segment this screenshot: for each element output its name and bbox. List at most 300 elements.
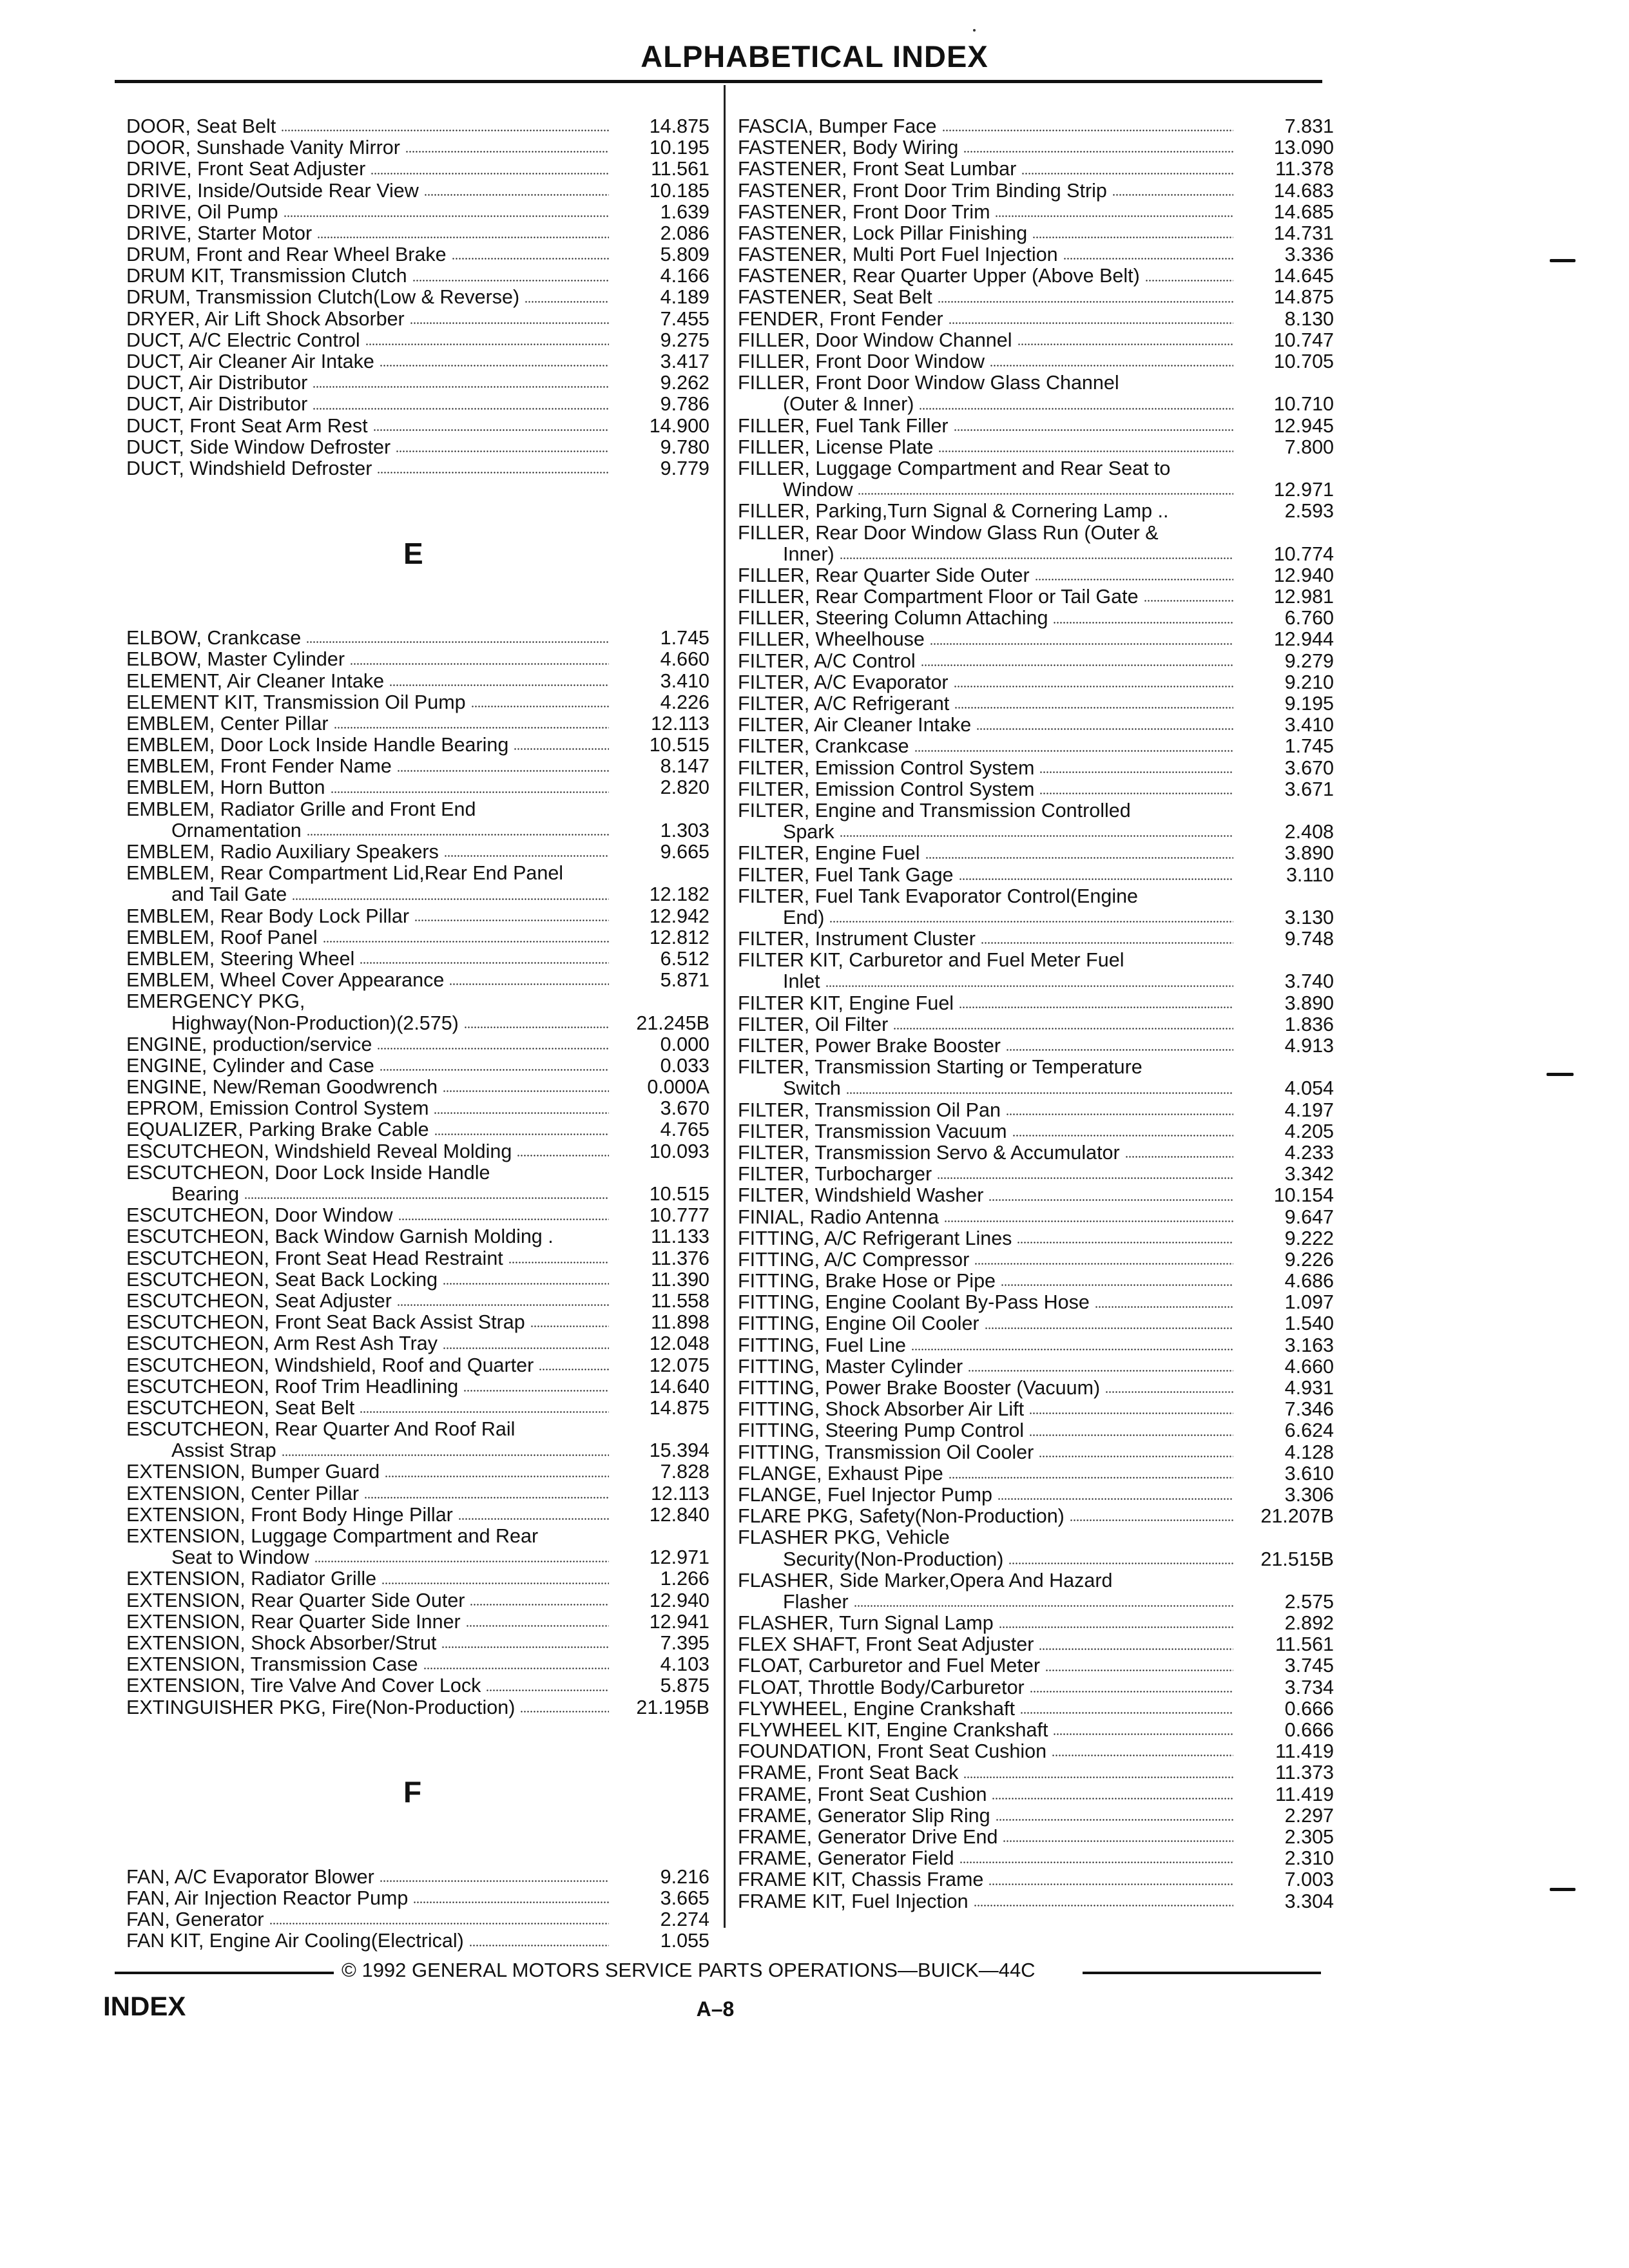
index-entry <box>738 1762 1334 1783</box>
dot-leader <box>1173 515 1233 517</box>
index-entry <box>126 416 709 437</box>
dot-leader <box>1017 1242 1233 1244</box>
entry-page-number: 11.558 <box>650 1289 709 1312</box>
dot-leader <box>992 1798 1233 1800</box>
index-entry <box>126 927 709 948</box>
scan-speck <box>973 29 976 32</box>
dot-leader <box>331 791 609 793</box>
index-entry <box>126 351 709 372</box>
dot-leader <box>988 1199 1233 1201</box>
index-entry <box>738 1634 1334 1655</box>
index-entry <box>738 672 1334 693</box>
entry-page-number: 2.575 <box>1284 1590 1334 1613</box>
dot-leader <box>397 1304 609 1306</box>
index-entry <box>126 1654 709 1675</box>
dot-leader <box>959 878 1233 880</box>
entry-label: EXTENSION, Tire Valve And Cover Lock <box>126 1675 481 1697</box>
dot-leader <box>405 151 609 153</box>
dot-leader <box>397 770 609 772</box>
index-entry <box>738 1314 1334 1335</box>
dot-leader <box>380 1069 609 1071</box>
entry-label: FAN KIT, Engine Air Cooling(Electrical) <box>126 1930 464 1952</box>
dot-leader <box>1045 1669 1233 1671</box>
index-entry <box>126 906 709 927</box>
index-entry <box>738 1121 1334 1142</box>
footer-rule-right <box>1083 1972 1321 1974</box>
dot-leader <box>1039 1456 1233 1457</box>
index-entry-heading <box>738 800 1334 822</box>
entry-label: FLEX SHAFT, Front Seat Adjuster <box>738 1634 1034 1656</box>
dot-leader <box>458 1518 609 1520</box>
dot-leader <box>1008 1562 1233 1564</box>
entry-label: DOOR, Seat Belt <box>126 115 276 137</box>
index-entry <box>738 416 1334 437</box>
index-entry <box>738 1784 1334 1805</box>
dot-leader <box>292 898 609 900</box>
index-entry <box>126 1055 709 1077</box>
entry-page-number: 4.233 <box>1284 1141 1334 1164</box>
index-entry <box>126 756 709 777</box>
dot-leader <box>434 1112 609 1114</box>
index-entry <box>738 116 1334 137</box>
entry-page-number: 9.279 <box>1284 649 1334 672</box>
entry-label: FILLER, Wheelhouse <box>738 629 925 651</box>
entry-page-number: 3.665 <box>660 1887 709 1909</box>
entry-page-number: 10.185 <box>649 179 709 202</box>
index-entry-heading <box>126 799 709 820</box>
entry-label: EXTINGUISHER PKG, Fire(Non-Production) <box>126 1696 516 1718</box>
entry-label: FILTER, Fuel Tank Evaporator Control(Engine <box>738 885 1139 907</box>
entry-page-number: 9.780 <box>660 436 709 458</box>
index-entry-heading <box>738 950 1334 971</box>
entry-page-number: 1.836 <box>1284 1013 1334 1035</box>
index-entry <box>738 651 1334 672</box>
dot-leader <box>925 857 1233 859</box>
index-entry <box>738 1142 1334 1164</box>
dot-leader <box>396 450 609 452</box>
entry-label: EMBLEM, Center Pillar <box>126 713 329 735</box>
index-entry <box>738 586 1334 608</box>
entry-label: ESCUTCHEON, Arm Rest Ash Tray <box>126 1333 438 1355</box>
entry-label: FASTENER, Seat Belt <box>738 287 932 309</box>
entry-page-number: 7.828 <box>660 1461 709 1483</box>
entry-page-number: 8.147 <box>660 755 709 778</box>
entry-page-number: 11.561 <box>650 158 709 180</box>
entry-page-number: 0.000 <box>660 1033 709 1055</box>
index-entry <box>738 1613 1334 1634</box>
dot-leader <box>988 1883 1233 1885</box>
entry-page-number: 4.686 <box>1284 1270 1334 1293</box>
dot-leader <box>317 236 609 238</box>
entry-label: EXTENSION, Transmission Case <box>126 1654 418 1676</box>
index-entry <box>126 1483 709 1504</box>
entry-label: DRIVE, Starter Motor <box>126 222 313 244</box>
entry-label: FRAME, Generator Drive End <box>738 1826 998 1848</box>
entry-label: FOUNDATION, Front Seat Cushion <box>738 1741 1047 1763</box>
dot-leader <box>1053 622 1233 624</box>
entry-label: FILTER, Engine and Transmission Controlled <box>738 800 1131 822</box>
entry-label: ESCUTCHEON, Door Window <box>126 1205 393 1227</box>
dot-leader <box>539 1369 609 1370</box>
entry-label: FLARE PKG, Safety(Non-Production) <box>738 1506 1065 1528</box>
dot-leader <box>1032 236 1233 238</box>
entry-page-number: 3.890 <box>1284 842 1334 865</box>
entry-page-number: 14.875 <box>1273 286 1334 309</box>
entry-page-number: 7.831 <box>1284 115 1334 137</box>
dot-leader <box>380 365 609 367</box>
entry-page-number: 12.182 <box>649 883 709 906</box>
index-entry <box>738 137 1334 159</box>
entry-page-number: 12.942 <box>649 905 709 927</box>
entry-page-number: 0.000A <box>647 1076 709 1099</box>
entry-page-number: 12.048 <box>649 1332 709 1355</box>
index-entry <box>126 1504 709 1526</box>
entry-label: DUCT, Windshield Defroster <box>126 457 372 479</box>
dot-leader <box>371 173 609 175</box>
index-entry <box>126 202 709 223</box>
entry-label: EXTENSION, Shock Absorber/Strut <box>126 1632 437 1654</box>
entry-page-number: 14.731 <box>1273 222 1334 244</box>
entry-page-number: 21.207B <box>1260 1505 1334 1528</box>
dot-leader <box>1095 1306 1233 1308</box>
index-entry <box>738 544 1334 565</box>
index-entry <box>738 1485 1334 1506</box>
dot-leader <box>269 1923 609 1925</box>
index-entry <box>738 1356 1334 1378</box>
entry-label: FAN, A/C Evaporator Blower <box>126 1866 374 1888</box>
entry-page-number: 9.665 <box>660 841 709 863</box>
dot-leader <box>364 1497 609 1499</box>
entry-label: FILTER KIT, Carburetor and Fuel Meter Fuel <box>738 950 1124 972</box>
entry-label: EMBLEM, Door Lock Inside Handle Bearing <box>126 735 509 756</box>
entry-label: EXTENSION, Front Body Hinge Pillar <box>126 1504 453 1526</box>
dot-leader <box>981 942 1233 944</box>
entry-page-number: 14.683 <box>1273 179 1334 202</box>
entry-label: ENGINE, production/service <box>126 1033 372 1055</box>
index-entry <box>738 1698 1334 1720</box>
entry-label: ESCUTCHEON, Door Lock Inside Handle <box>126 1162 490 1184</box>
dot-leader <box>514 748 609 750</box>
entry-page-number: 2.820 <box>660 776 709 799</box>
dot-leader <box>1105 1391 1233 1393</box>
entry-label: FLYWHEEL KIT, Engine Crankshaft <box>738 1720 1048 1742</box>
dot-leader <box>424 194 609 196</box>
entry-label: FRAME, Generator Slip Ring <box>738 1805 990 1827</box>
entry-label: FINIAL, Radio Antenna <box>738 1206 939 1228</box>
dot-leader <box>1125 1156 1233 1158</box>
entry-page-number: 6.624 <box>1284 1419 1334 1442</box>
entry-page-number: 11.378 <box>1275 158 1334 180</box>
index-entry <box>126 1141 709 1162</box>
entry-page-number: 4.166 <box>660 265 709 287</box>
dot-leader <box>938 301 1233 303</box>
entry-page-number: 9.216 <box>660 1865 709 1888</box>
dot-leader <box>464 1026 609 1028</box>
entry-label: FAN, Air Injection Reactor Pump <box>126 1887 409 1909</box>
entry-page-number: 2.086 <box>660 222 709 244</box>
entry-page-number: 10.515 <box>649 734 709 756</box>
dot-leader <box>381 1582 609 1584</box>
entry-page-number: 12.944 <box>1273 628 1334 651</box>
entry-label: DRIVE, Inside/Outside Rear View <box>126 180 419 202</box>
index-entry <box>738 1100 1334 1121</box>
dot-leader <box>412 280 609 282</box>
index-entry <box>126 735 709 756</box>
entry-page-number: 0.666 <box>1284 1697 1334 1720</box>
entry-page-number: 14.875 <box>649 1396 709 1419</box>
index-entry <box>126 1077 709 1098</box>
dot-leader <box>443 1090 609 1092</box>
entry-page-number: 6.512 <box>660 947 709 970</box>
entry-label: Inlet <box>783 971 820 993</box>
entry-page-number: 3.740 <box>1284 970 1334 993</box>
entry-label: FILTER, Oil Filter <box>738 1014 889 1035</box>
index-entry <box>738 736 1334 757</box>
entry-page-number: 14.875 <box>649 115 709 137</box>
index-entry <box>738 565 1334 586</box>
index-entry-heading <box>738 1057 1334 1078</box>
index-entry <box>126 778 709 799</box>
dot-leader <box>829 921 1233 923</box>
dot-leader <box>999 1626 1233 1628</box>
dot-leader <box>360 962 609 964</box>
entry-page-number: 3.410 <box>1284 714 1334 736</box>
entry-label: FASTENER, Rear Quarter Upper (Above Belt) <box>738 265 1140 287</box>
index-entry <box>738 1549 1334 1570</box>
dot-leader <box>954 707 1233 709</box>
index-entry <box>738 1869 1334 1890</box>
entry-label: DUCT, Front Seat Arm Rest <box>126 415 368 437</box>
entry-page-number: 12.075 <box>649 1354 709 1376</box>
dot-leader <box>1003 1840 1233 1842</box>
entry-label: DRUM, Transmission Clutch(Low & Reverse) <box>126 287 520 309</box>
entry-label: DUCT, Air Cleaner Air Intake <box>126 351 374 373</box>
dot-leader <box>919 408 1233 410</box>
entry-label: EXTENSION, Center Pillar <box>126 1483 360 1504</box>
index-entry <box>126 372 709 394</box>
entry-page-number: 4.660 <box>1284 1355 1334 1378</box>
entry-label: Flasher <box>783 1591 849 1613</box>
entry-label: FILTER KIT, Engine Fuel <box>738 992 954 1014</box>
dot-leader <box>1012 1135 1233 1137</box>
entry-page-number: 12.971 <box>649 1546 709 1569</box>
entry-page-number: 12.113 <box>650 712 709 735</box>
entry-page-number: 3.670 <box>1284 756 1334 779</box>
dot-leader <box>930 643 1233 645</box>
entry-label: FASTENER, Multi Port Fuel Injection <box>738 244 1058 266</box>
entry-label: DRIVE, Front Seat Adjuster <box>126 159 366 180</box>
dot-leader <box>486 1689 609 1691</box>
entry-label: FRAME, Front Seat Back <box>738 1762 959 1784</box>
entry-label: ELEMENT, Air Cleaner Intake <box>126 670 385 692</box>
entry-page-number: 11.133 <box>650 1225 709 1248</box>
entry-page-number: 7.395 <box>660 1631 709 1654</box>
entry-label: EXTENSION, Bumper Guard <box>126 1461 380 1483</box>
index-entry <box>126 137 709 159</box>
entry-label: ESCUTCHEON, Roof Trim Headlining <box>126 1376 459 1398</box>
index-entry-heading <box>738 372 1334 394</box>
entry-label: ESCUTCHEON, Rear Quarter And Roof Rail <box>126 1419 516 1441</box>
entry-label: FITTING, Steering Pump Control <box>738 1420 1025 1442</box>
index-entry <box>738 715 1334 736</box>
entry-page-number: 10.747 <box>1273 329 1334 351</box>
entry-label: EMBLEM, Rear Body Lock Pillar <box>126 905 410 927</box>
index-entry <box>126 116 709 137</box>
entry-page-number: 1.540 <box>1284 1312 1334 1335</box>
entry-label: FILTER, A/C Evaporator <box>738 671 949 693</box>
entry-label: FENDER, Front Fender <box>738 308 943 330</box>
dot-leader <box>858 493 1233 495</box>
dot-leader <box>1001 1284 1233 1286</box>
index-entry <box>738 1378 1334 1399</box>
dot-leader <box>974 1263 1233 1265</box>
entry-page-number: 14.900 <box>649 414 709 437</box>
entry-label: EMBLEM, Radiator Grille and Front End <box>126 798 476 820</box>
entry-label: Security(Non-Production) <box>783 1548 1004 1570</box>
entry-label: FILLER, Steering Column Attaching <box>738 608 1048 629</box>
entry-page-number: 8.130 <box>1284 307 1334 330</box>
dot-leader <box>998 1498 1233 1500</box>
entry-label: EXTENSION, Rear Quarter Side Inner <box>126 1611 461 1633</box>
dot-leader <box>314 1561 609 1562</box>
index-entry <box>738 351 1334 372</box>
entry-page-number: 9.222 <box>1284 1227 1334 1249</box>
index-entry <box>126 628 709 649</box>
dot-leader <box>938 450 1233 452</box>
entry-page-number: 5.875 <box>660 1675 709 1697</box>
index-entry <box>738 1420 1334 1441</box>
entry-page-number: 3.306 <box>1284 1483 1334 1506</box>
dot-leader <box>469 1945 609 1946</box>
index-entry <box>126 1398 709 1419</box>
entry-page-number: 4.189 <box>660 286 709 309</box>
footer-page-number: A–8 <box>696 1997 735 2021</box>
entry-page-number: 3.163 <box>1284 1334 1334 1356</box>
entry-label: EXTENSION, Radiator Grille <box>126 1568 377 1590</box>
entry-label: Highway(Non-Production)(2.575) <box>171 1012 459 1034</box>
footer-copyright: © 1992 GENERAL MOTORS SERVICE PARTS OPERATIONS—BUICK—44C <box>342 1959 1036 1981</box>
dot-leader <box>443 1283 609 1285</box>
entry-page-number: 2.892 <box>1284 1612 1334 1635</box>
entry-page-number: 0.666 <box>1284 1719 1334 1742</box>
dot-leader <box>282 1454 609 1456</box>
dot-leader <box>1006 1113 1233 1115</box>
index-entry-heading <box>126 863 709 884</box>
dot-leader <box>944 1220 1233 1222</box>
entry-page-number: 7.800 <box>1284 436 1334 458</box>
dot-leader <box>921 664 1233 666</box>
entry-label: FASTENER, Front Door Trim Binding Strip <box>738 180 1107 202</box>
entry-label: EMBLEM, Front Fender Name <box>126 756 392 778</box>
dot-leader <box>244 1197 609 1199</box>
index-entry <box>738 1827 1334 1848</box>
section-letter: F <box>403 1775 422 1809</box>
entry-page-number: 21.195B <box>636 1696 709 1718</box>
entry-page-number: 5.871 <box>660 969 709 992</box>
dot-leader <box>398 1218 609 1220</box>
index-entry <box>126 1120 709 1141</box>
index-entry <box>738 1891 1334 1912</box>
index-entry <box>126 970 709 991</box>
entry-label: DRIVE, Oil Pump <box>126 201 278 223</box>
entry-label: FITTING, Engine Oil Cooler <box>738 1313 979 1335</box>
entry-label: FILTER, Crankcase <box>738 736 909 758</box>
dot-leader <box>307 834 609 836</box>
entry-label: and Tail Gate <box>171 884 287 906</box>
section-letter: E <box>403 536 423 570</box>
entry-page-number: 6.760 <box>1284 607 1334 629</box>
entry-label: ESCUTCHEON, Windshield, Roof and Quarter <box>126 1354 534 1376</box>
dot-leader <box>373 429 609 431</box>
entry-label: FILLER, Front Door Window <box>738 351 985 373</box>
dot-leader <box>466 1625 609 1627</box>
entry-page-number: 1.303 <box>660 819 709 841</box>
dot-leader <box>954 686 1233 687</box>
index-entry <box>126 1312 709 1333</box>
entry-label: DRUM KIT, Transmission Clutch <box>126 265 407 287</box>
entry-page-number: 10.093 <box>649 1140 709 1162</box>
index-entry <box>126 1462 709 1483</box>
entry-label: Window <box>783 479 853 501</box>
index-entry <box>738 1848 1334 1869</box>
right-index-column <box>738 116 1334 1912</box>
index-entry <box>738 629 1334 651</box>
entry-page-number: 3.734 <box>1284 1676 1334 1698</box>
index-entry <box>738 693 1334 715</box>
margin-mark <box>1550 1888 1576 1891</box>
entry-page-number: 1.097 <box>1284 1291 1334 1314</box>
entry-page-number: 13.090 <box>1273 137 1334 159</box>
entry-page-number: 7.455 <box>660 307 709 330</box>
index-entry <box>126 1013 709 1034</box>
index-entry <box>126 1291 709 1312</box>
entry-page-number: 9.748 <box>1284 928 1334 950</box>
entry-page-number: 4.128 <box>1284 1441 1334 1463</box>
entry-page-number: 14.685 <box>1273 200 1334 223</box>
index-entry <box>126 330 709 351</box>
entry-label: Inner) <box>783 543 834 565</box>
dot-leader <box>530 1325 609 1327</box>
index-entry <box>126 437 709 458</box>
dot-leader <box>840 557 1233 559</box>
entry-label: FITTING, Shock Absorber Air Lift <box>738 1399 1025 1421</box>
entry-label: FLASHER PKG, Vehicle <box>738 1527 950 1549</box>
index-entry-heading <box>126 1526 709 1547</box>
dot-leader <box>1030 1691 1233 1693</box>
dot-leader <box>471 706 609 707</box>
entry-page-number: 9.275 <box>660 329 709 351</box>
entry-label: FASTENER, Front Door Trim <box>738 201 990 223</box>
index-entry <box>126 1184 709 1205</box>
index-entry <box>738 758 1334 779</box>
entry-label: FRAME, Front Seat Cushion <box>738 1783 987 1805</box>
entry-page-number: 3.110 <box>1286 863 1334 886</box>
entry-page-number: 9.779 <box>660 457 709 479</box>
entry-page-number: 4.205 <box>1284 1120 1334 1142</box>
entry-label: ENGINE, Cylinder and Case <box>126 1055 374 1077</box>
index-entry <box>738 907 1334 928</box>
index-entry <box>738 1442 1334 1463</box>
index-entry <box>738 1463 1334 1485</box>
dot-leader <box>443 1347 609 1349</box>
entry-label: ELBOW, Master Cylinder <box>126 649 345 671</box>
entry-label: FRAME KIT, Fuel Injection <box>738 1890 969 1912</box>
dot-leader <box>410 322 609 324</box>
entry-page-number: 2.305 <box>1284 1825 1334 1848</box>
dot-leader <box>441 1646 609 1648</box>
index-entry <box>738 1249 1334 1271</box>
index-entry <box>738 1741 1334 1762</box>
